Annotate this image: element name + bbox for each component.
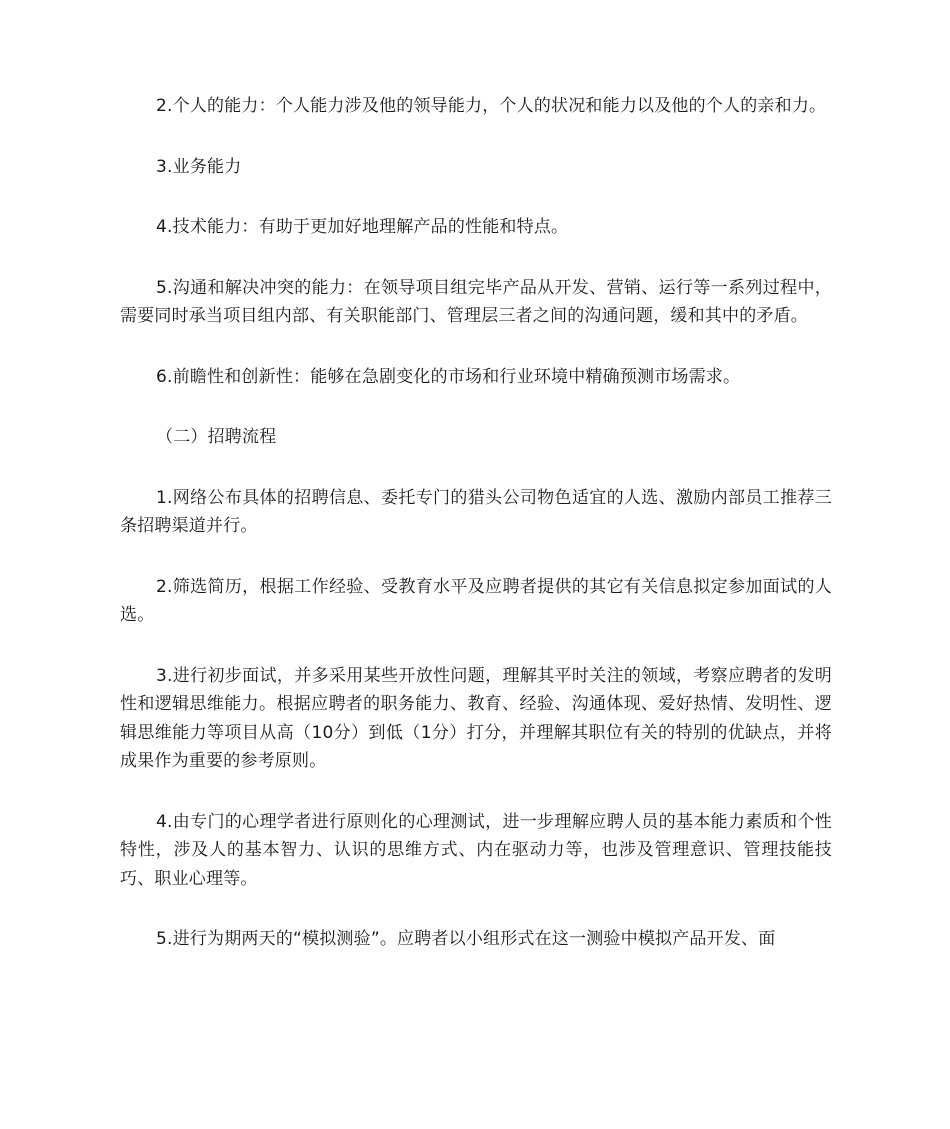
paragraph-simulation-test: 5.进行为期两天的“模拟测验”。应聘者以小组形式在这一测验中模拟产品开发、面 <box>156 929 776 949</box>
paragraph-business-ability: 3.业务能力 <box>156 156 242 177</box>
paragraph-technical-ability: 4.技术能力：有助于更加好地理解产品的性能和特点。 <box>156 217 569 237</box>
paragraph-psychological-test: 4.由专门的心理学者进行原则化的心理测试，进一步理解应聘人员的基本能力素质和个性特性，涉及人的基本智力、认识的思维方式、内在驱动力等，也涉及管理意识、管理技能技巧、职业心理等。 <box>120 811 832 889</box>
paragraph-personal-ability: 2.个人的能力：个人能力涉及他的领导能力，个人的状况和能力以及他的个人的亲和力。 <box>156 96 827 116</box>
paragraph-foresight-innovation: 6.前瞻性和创新性：能够在急剧变化的市场和行业环境中精确预测市场需求。 <box>156 366 741 387</box>
paragraph-communication-ability: 5.沟通和解决冲突的能力：在领导项目组完毕产品从开发、营销、运行等一系列过程中，需要同时承当项目组内部、有关职能部门、管理层三者之间的沟通问题，缓和其中的矛盾。 <box>120 277 832 326</box>
paragraph-resume-screening: 2.筛选简历，根据工作经验、受教育水平及应聘者提供的其它有关信息拟定参加面试的人选。 <box>120 576 832 625</box>
paragraph-recruitment-channels: 1.网络公布具体的招聘信息、委托专门的猎头公司物色适宜的人选、激励内部员工推荐三条招聘渠道并行。 <box>120 487 832 536</box>
section-heading-recruitment-process: （二）招聘流程 <box>156 427 277 447</box>
paragraph-initial-interview: 3.进行初步面试，并多采用某些开放性问题，理解其平时关注的领域，考察应聘者的发明性和逻辑思维能力。根据应聘者的职务能力、教育、经验、沟通体现、爱好热情、发明性、逻辑思维能力等项目从高（10分）到低（1分）打分，并理解其职位有关的特别的优缺点，并将成果作为重要的参考原则。 <box>120 665 832 771</box>
document-page <box>120 92 832 986</box>
